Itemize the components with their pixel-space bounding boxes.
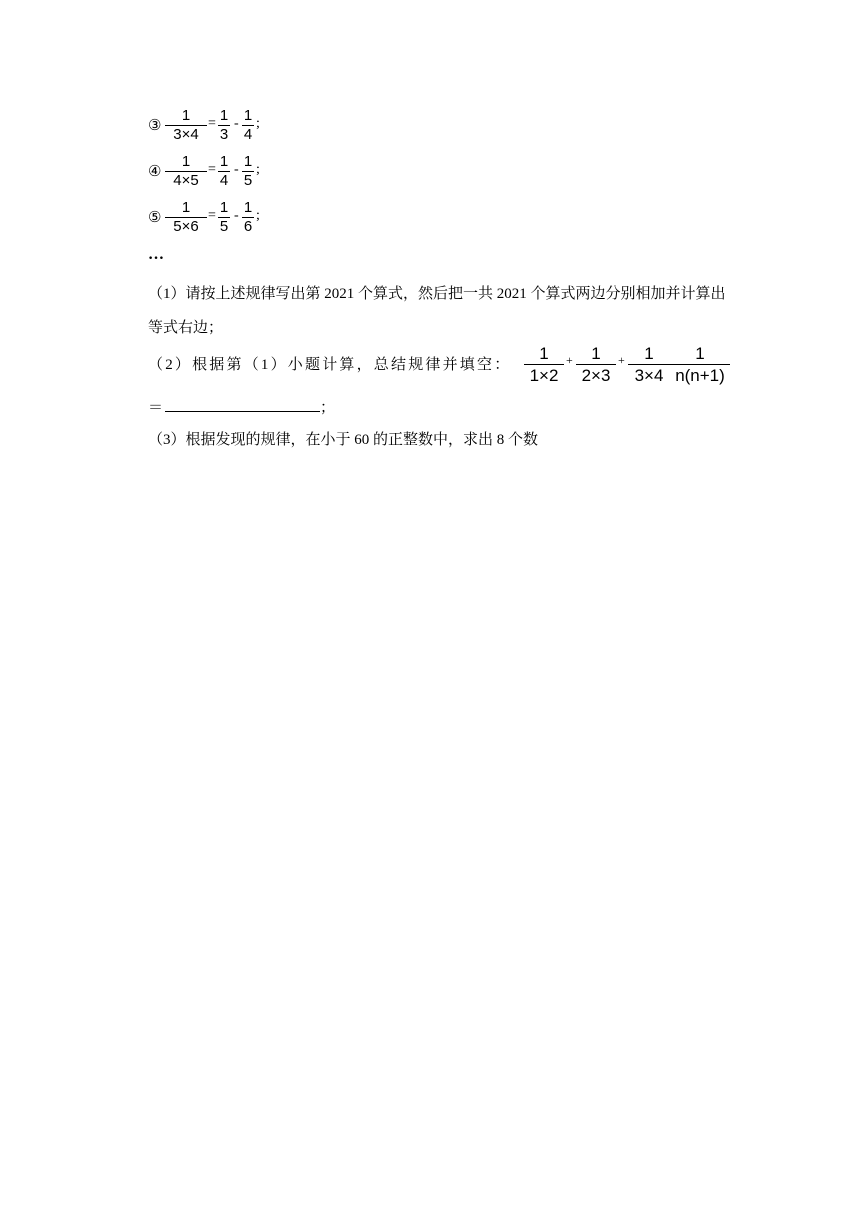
lhs-fraction <box>165 154 207 189</box>
fraction-b <box>242 108 254 143</box>
denominator: 5×6 <box>165 217 207 235</box>
numerator: 1 <box>243 153 253 170</box>
numerator: 1 <box>243 199 253 216</box>
numerator: 1 <box>539 344 549 363</box>
answer-blank[interactable] <box>165 397 320 412</box>
denominator: 5 <box>243 172 253 189</box>
fraction-b <box>242 200 254 235</box>
equation-marker: ④ <box>148 164 162 180</box>
numerator: 1 <box>181 153 191 170</box>
equation-marker: ③ <box>148 118 162 134</box>
minus-sign: - <box>234 162 239 177</box>
equals-sign: = <box>208 116 216 131</box>
denominator: n(n+1) <box>670 364 730 385</box>
denominator: 6 <box>243 218 253 235</box>
equals-sign: = <box>208 162 216 177</box>
lhs-fraction <box>165 200 207 235</box>
ellipsis: … <box>148 246 163 263</box>
denominator: 4×5 <box>165 171 207 189</box>
numerator: 1 <box>695 344 705 363</box>
sum-fraction-2 <box>576 344 616 385</box>
sum-fraction-3 <box>628 344 670 385</box>
semicolon: ； <box>320 400 336 416</box>
fraction-a <box>218 200 230 235</box>
semicolon: ; <box>256 208 260 223</box>
fraction-a <box>218 108 230 143</box>
numerator: 1 <box>181 199 191 216</box>
fraction-b <box>242 154 254 189</box>
equals-fullwidth: ＝ <box>148 400 164 416</box>
denominator: 3 <box>219 126 229 143</box>
numerator: 1 <box>219 199 229 216</box>
question-1-line-1: （1）请按上述规律写出第 2021 个算式，然后把一共 2021 个算式两边分别相加并计算出 <box>148 286 726 302</box>
plus-sign: + <box>618 353 625 367</box>
lhs-fraction <box>165 108 207 143</box>
plus-sign: + <box>566 353 573 367</box>
denominator: 5 <box>219 218 229 235</box>
fraction-a <box>218 154 230 189</box>
denominator: 3×4 <box>165 125 207 143</box>
semicolon: ; <box>256 162 260 177</box>
equation-marker: ⑤ <box>148 210 162 226</box>
equals-sign: = <box>208 208 216 223</box>
denominator: 2×3 <box>576 364 616 385</box>
numerator: 1 <box>219 107 229 124</box>
numerator: 1 <box>219 153 229 170</box>
denominator: 1×2 <box>524 364 564 385</box>
question-2-label: （2）根据第（1）小题计算，总结规律并填空： <box>148 357 512 373</box>
sum-fraction-1 <box>524 344 564 385</box>
minus-sign: - <box>234 208 239 223</box>
numerator: 1 <box>243 107 253 124</box>
minus-sign: - <box>234 116 239 131</box>
numerator: 1 <box>591 344 601 363</box>
question-1-line-2: 等式右边； <box>148 320 224 336</box>
denominator: 4 <box>243 126 253 143</box>
denominator: 4 <box>219 172 229 189</box>
semicolon: ; <box>256 116 260 131</box>
answer-line <box>148 396 335 417</box>
numerator: 1 <box>644 344 654 363</box>
sum-fraction-n <box>670 344 730 385</box>
numerator: 1 <box>181 107 191 124</box>
denominator: 3×4 <box>628 364 670 385</box>
question-3: （3）根据发现的规律，在小于 60 的正整数中，求出 8 个数 <box>148 432 539 448</box>
